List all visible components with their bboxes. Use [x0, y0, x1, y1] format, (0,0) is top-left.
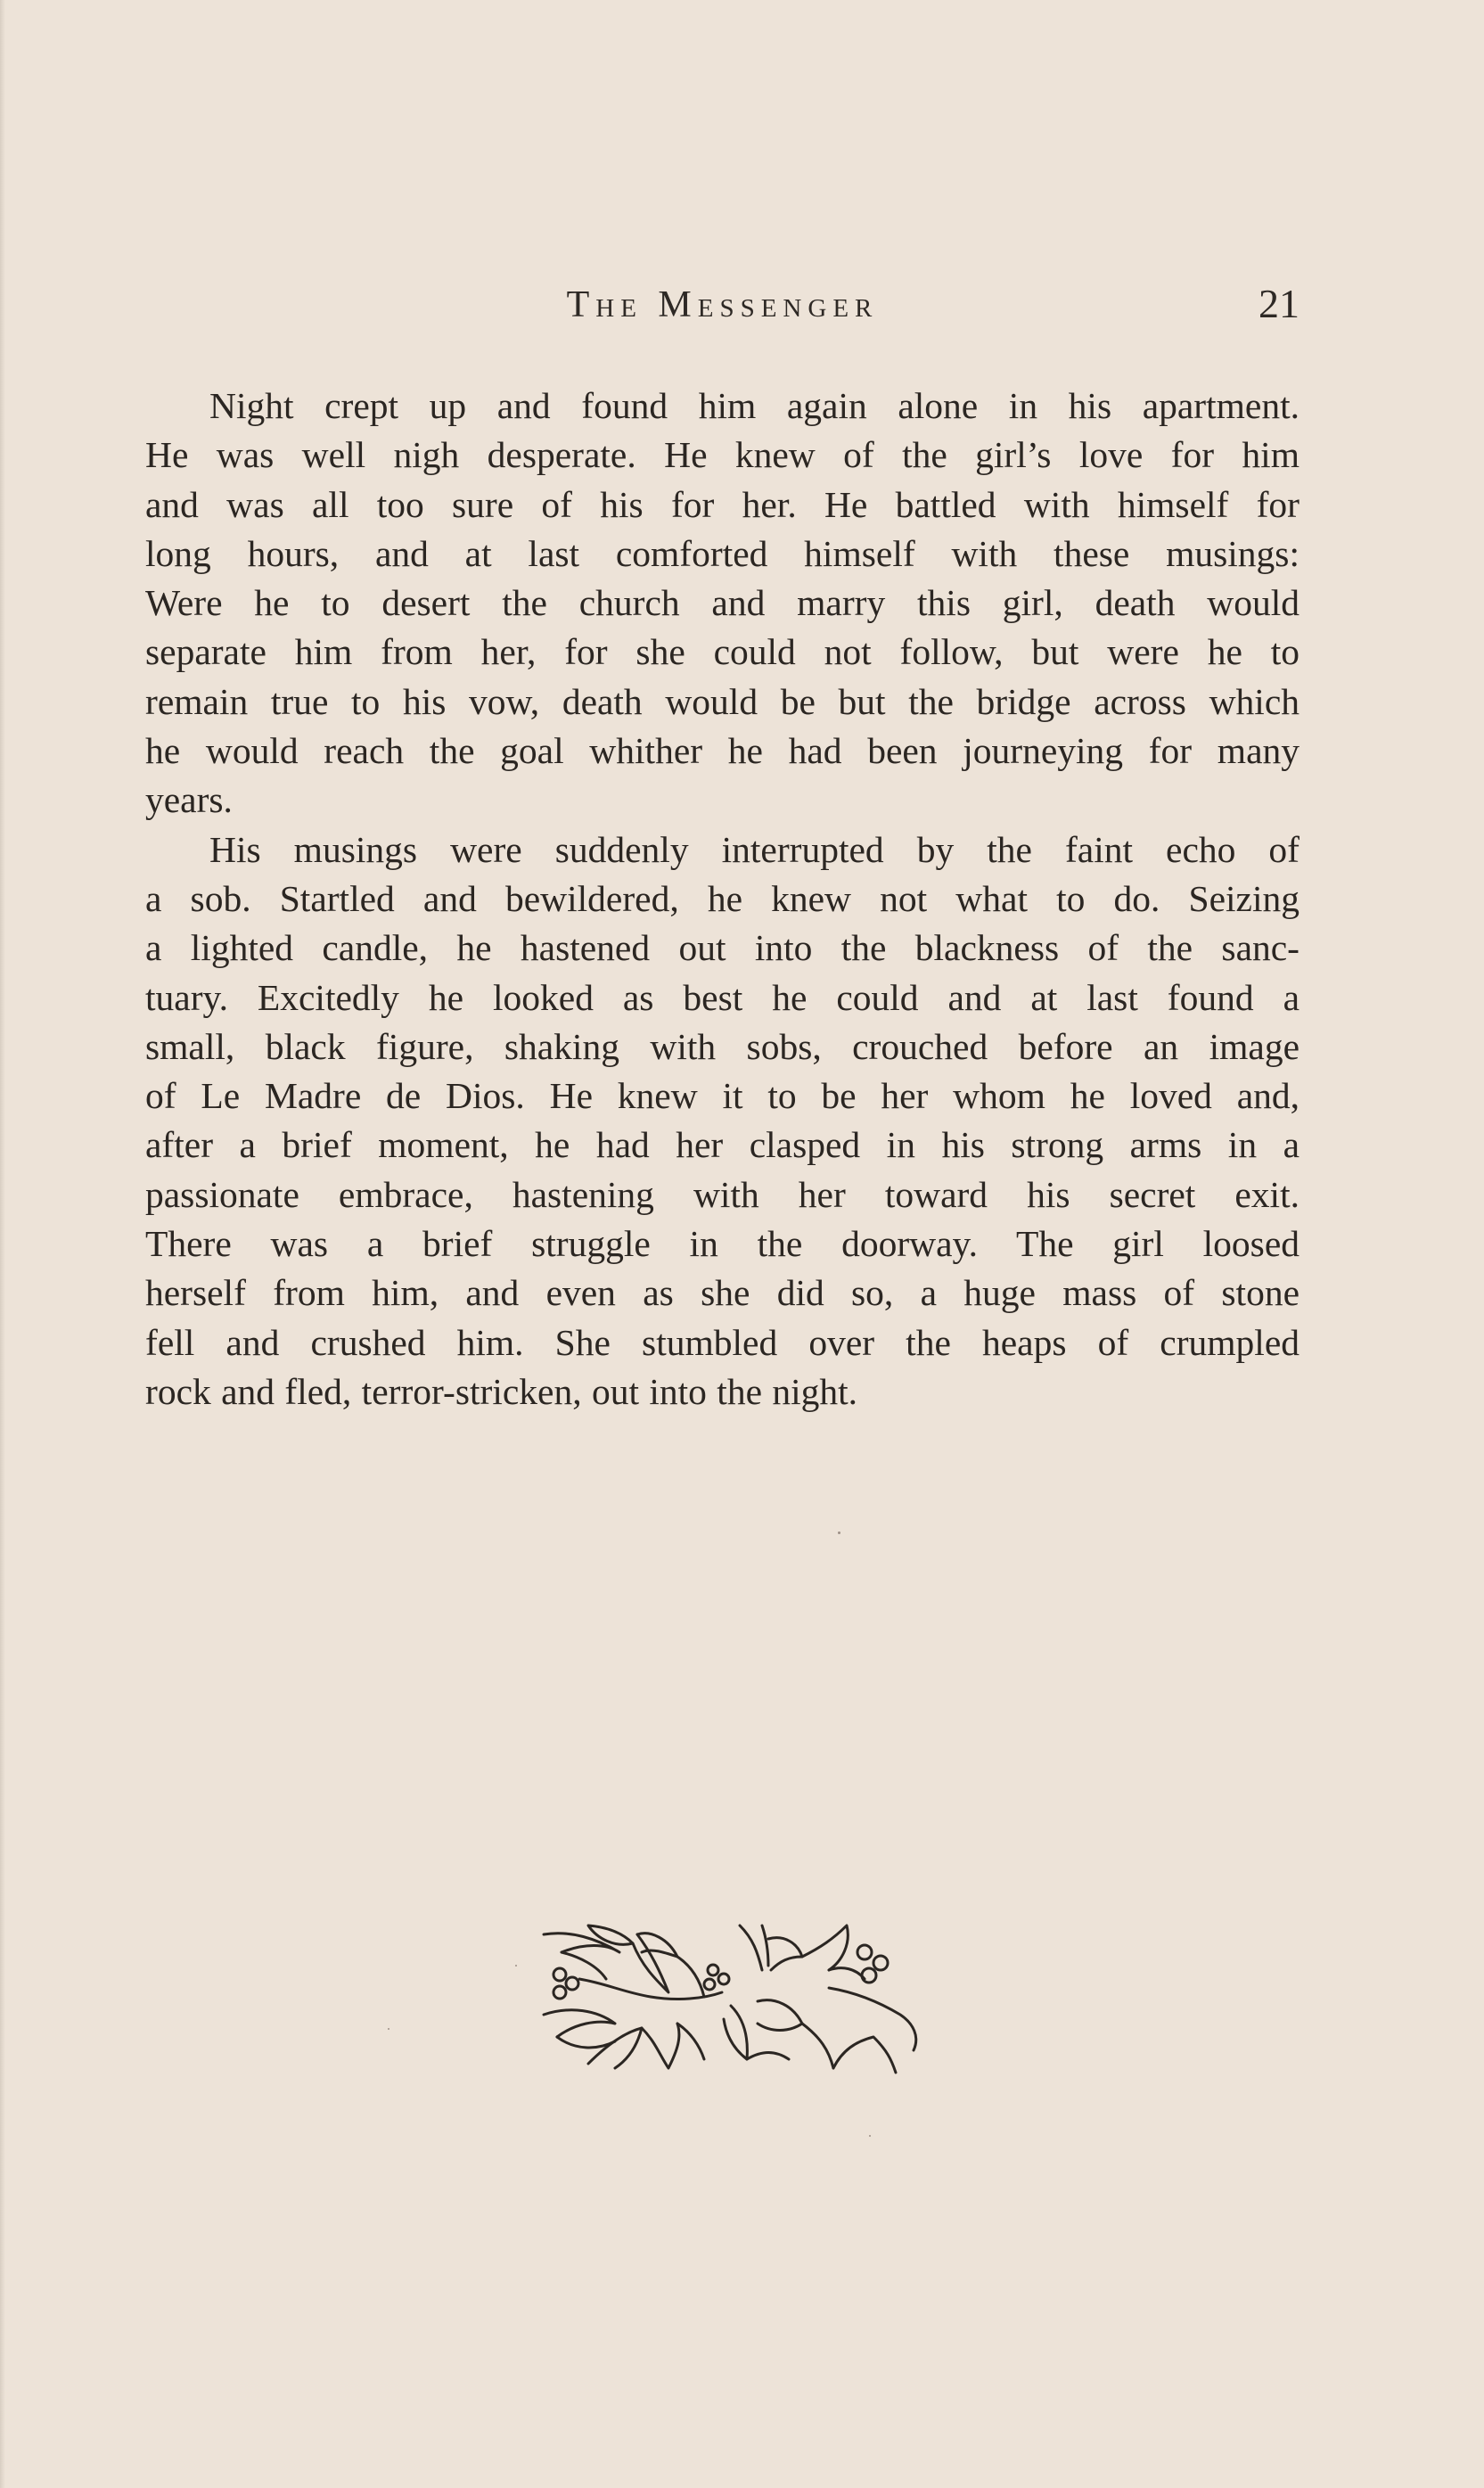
- running-title: The Messenger: [566, 284, 879, 325]
- paper-speck: [515, 1965, 517, 1967]
- text-line: years.: [145, 779, 233, 821]
- body-text: [145, 382, 1300, 1416]
- text-line: He was well nigh desperate. He knew of the girl’s love for him: [145, 434, 1300, 476]
- text-line: There was a brief struggle in the doorway. The girl loosed: [145, 1223, 1300, 1265]
- text-line: Night crept up and found him again alone in his apartment.: [209, 385, 1300, 426]
- page-number: 21: [1259, 281, 1300, 326]
- paper-speck: [838, 1531, 840, 1534]
- text-line: tuary. Excitedly he looked as best he could and at last found a: [145, 976, 1300, 1018]
- text-line: herself from him, and even as she did so, a huge mass of stone: [145, 1272, 1300, 1314]
- text-line: small, black figure, shaking with sobs, crouched before an image: [145, 1025, 1300, 1067]
- text-line: and was all too sure of his for her. He battled with himself for: [145, 483, 1300, 525]
- floral-tailpiece-icon: [535, 1917, 927, 2077]
- paper-speck: [388, 2028, 389, 2030]
- text-line: fell and crushed him. She stumbled over the heaps of crumpled: [145, 1321, 1300, 1363]
- text-line: long hours, and at last comforted himself with these musings:: [145, 532, 1300, 574]
- text-line: he would reach the goal whither he had been journeying for many: [145, 730, 1300, 772]
- text-line: passionate embrace, hastening with her toward his secret exit.: [145, 1173, 1300, 1215]
- text-line: remain true to his vow, death would be but the bridge across which: [145, 680, 1300, 722]
- text-line: separate him from her, for she could not follow, but were he to: [145, 631, 1300, 673]
- paper-speck: [869, 2135, 871, 2137]
- text-line: His musings were suddenly interrupted by the faint echo of: [209, 828, 1300, 870]
- text-line: rock and fled, terror-stricken, out into the night.: [145, 1370, 858, 1412]
- paragraph-1: [145, 382, 1300, 825]
- page-edge: [0, 0, 5, 2488]
- text-line: Were he to desert the church and marry this girl, death would: [145, 582, 1300, 624]
- text-line: a sob. Startled and bewildered, he knew not what to do. Seizing: [145, 877, 1300, 919]
- running-head: [145, 276, 1300, 330]
- text-line: of Le Madre de Dios. He knew it to be her whom he loved and,: [145, 1075, 1300, 1117]
- text-line: a lighted candle, he hastened out into the blackness of the sanc-: [145, 927, 1300, 969]
- text-line: after a brief moment, he had her clasped in his strong arms in a: [145, 1124, 1300, 1166]
- paragraph-2: [145, 825, 1300, 1417]
